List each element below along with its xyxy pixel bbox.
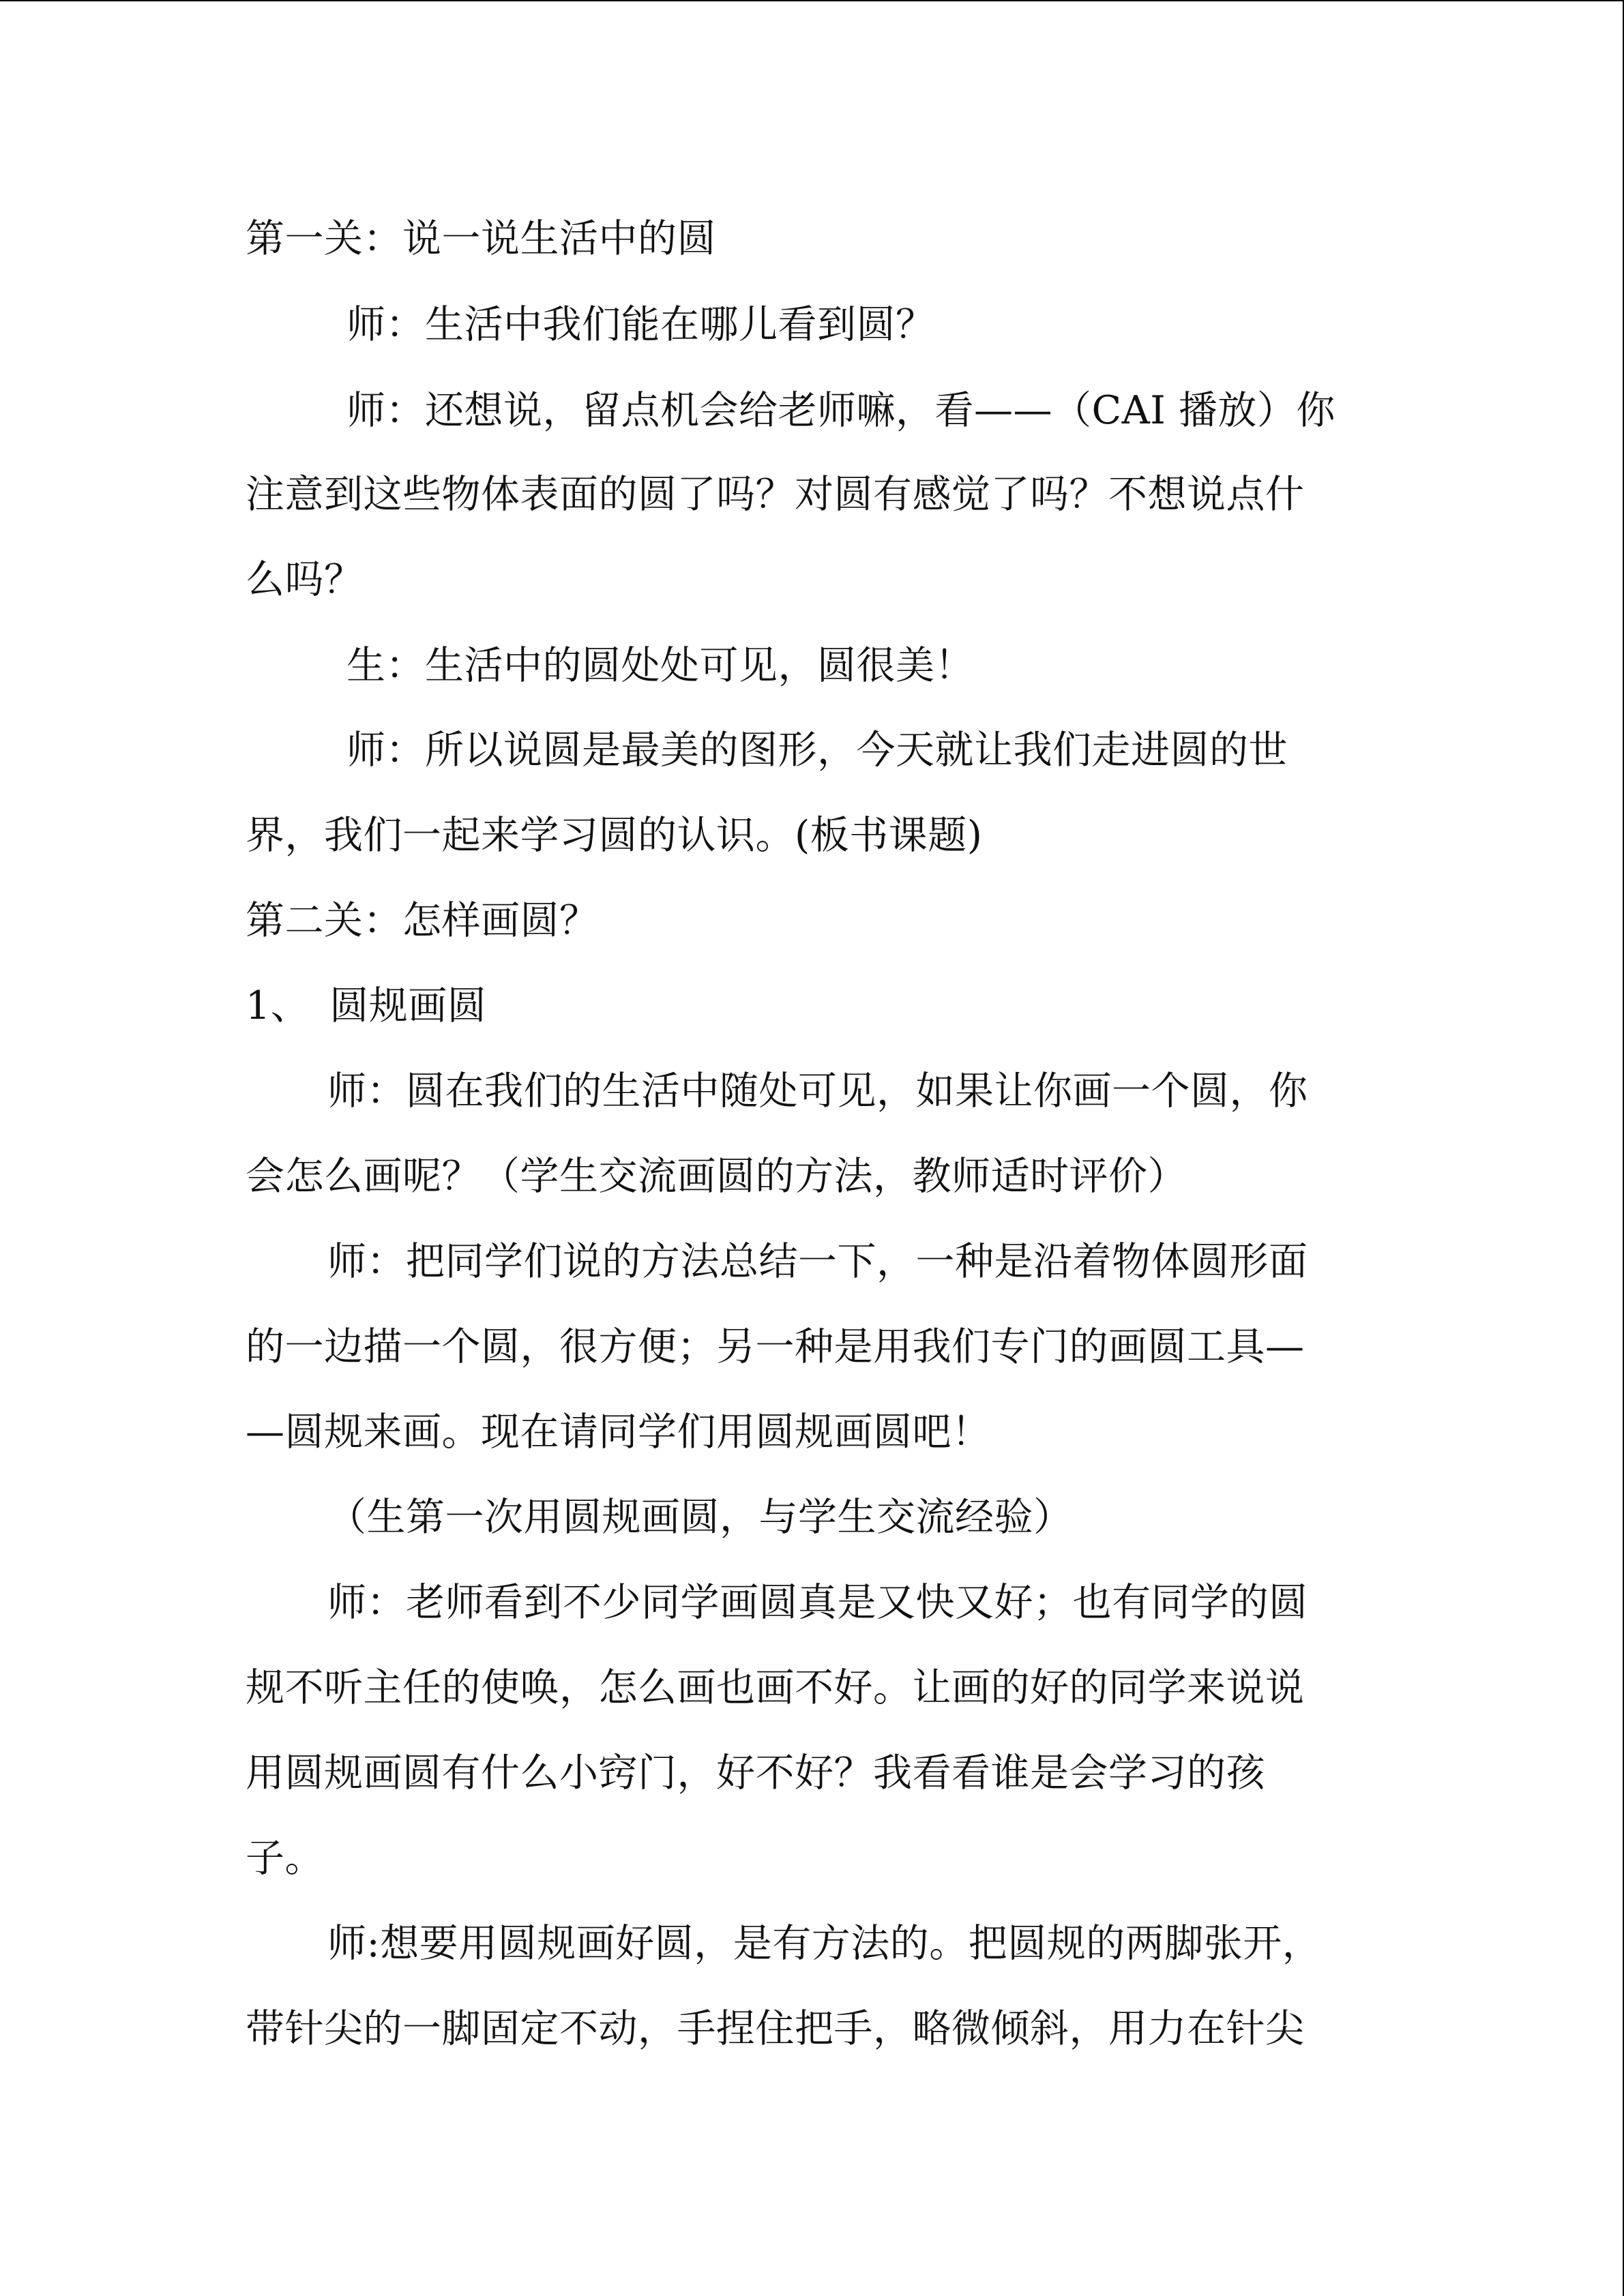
paragraph-line: 师：老师看到不少同学画圆真是又快又好；也有同学的圆 [327,1580,1308,1625]
paragraph-line: 会怎么画呢？（学生交流画圆的方法，教师适时评价） [246,1154,1187,1199]
paragraph-line: 规不听主任的使唤，怎么画也画不好。让画的好的同学来说说 [246,1665,1305,1710]
paragraph-line: 生：生活中的圆处处可见，圆很美！ [346,643,974,688]
paragraph-line: 师：圆在我们的生活中随处可见，如果让你画一个圆，你 [327,1069,1308,1114]
section-heading-2: 第二关：怎样画圆？ [246,898,599,943]
paragraph-line: 师:想要用圆规画好圆，是有方法的。把圆规的两脚张开， [327,1921,1322,1966]
paragraph-line: —圆规来画。现在请同学们用圆规画圆吧！ [246,1410,991,1455]
paragraph-line: 带针尖的一脚固定不动，手捏住把手，略微倾斜，用力在针尖 [246,2006,1305,2051]
paragraph-line: 么吗？ [246,557,364,602]
paragraph-line: 用圆规画圆有什么小窍门，好不好？我看看谁是会学习的孩 [246,1750,1265,1795]
paragraph-line: 子。 [246,1836,324,1881]
paragraph-line: 师：还想说，留点机会给老师嘛，看——（CAI 播放）你 [346,388,1335,433]
section-heading-1: 第一关：说一说生活中的圆 [246,216,716,261]
paragraph-line: 师：把同学们说的方法总结一下，一种是沿着物体圆形面 [327,1239,1308,1284]
paragraph-line: 师：生活中我们能在哪儿看到圆？ [346,302,935,347]
paragraph-line: （生第一次用圆规画圆，与学生交流经验） [327,1495,1073,1540]
subheading: 1、 圆规画圆 [246,983,487,1028]
paragraph-line: 注意到这些物体表面的圆了吗？对圆有感觉了吗？不想说点什 [246,472,1305,517]
paragraph-line: 师：所以说圆是最美的图形，今天就让我们走进圆的世 [346,728,1288,773]
paragraph-line: 界，我们一起来学习圆的认识。(板书课题) [246,813,983,858]
paragraph-line: 的一边描一个圆，很方便；另一种是用我们专门的画圆工具— [246,1324,1305,1369]
